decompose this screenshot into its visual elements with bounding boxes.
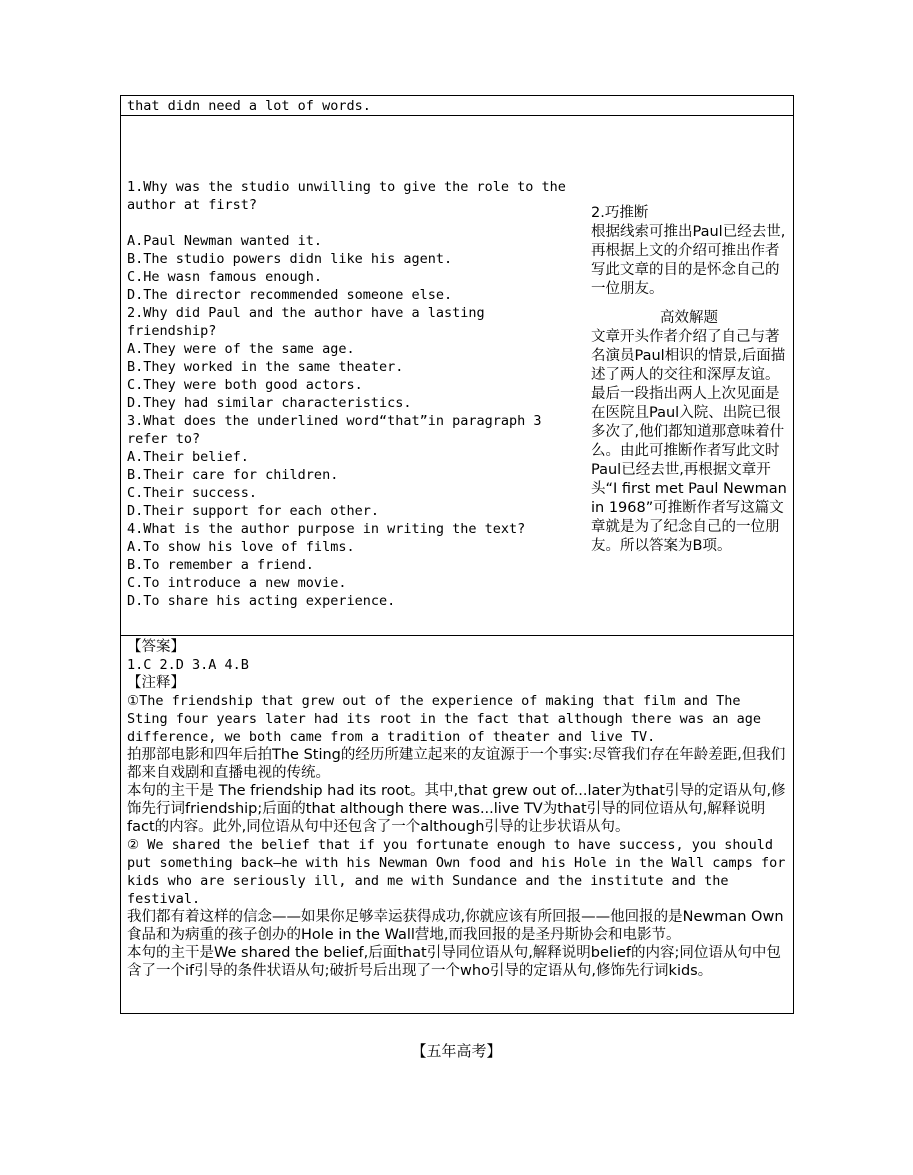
option: A.They were of the same age.: [127, 341, 355, 357]
note-1-analysis: 本句的主干是 The friendship had its root。其中,that grew out of...later为that引导的定语从句,修饰先行词friendship;后面的that although there was...live TV为that引导的同位语从句,解释说明fact的内容。此外,同位语从句中还包含了一个although引导的让步状语从句。: [127, 783, 786, 835]
option: D.The director recommended someone else.: [127, 287, 453, 303]
question-stem: 2.Why did Paul and the author have a lasting friendship?: [127, 305, 485, 339]
option: C.To introduce a new movie.: [127, 575, 347, 591]
question-row: [120, 116, 794, 636]
hint-title: 2.巧推断: [591, 205, 649, 221]
section-footer: 【五年高考】: [411, 1042, 502, 1060]
option: A.Their belief.: [127, 449, 249, 465]
answer-text: 1.C 2.D 3.A 4.B: [127, 657, 249, 673]
option: B.Their care for children.: [127, 467, 339, 483]
question-3: [127, 412, 577, 520]
question-2: [127, 304, 577, 412]
question-stem: 4.What is the author purpose in writing the text?: [127, 521, 526, 537]
passage-tail-row: [120, 95, 794, 116]
question-stem: 1.Why was the studio unwilling to give the role to the author at first?: [127, 179, 566, 213]
option: D.To share his acting experience.: [127, 593, 396, 609]
solve-text: 文章开头作者介绍了自己与著名演员Paul相识的情景,后面描述了两人的交往和深厚友谊。最后一段指出两人上次见面是在医院且Paul入院、出院已很多次了,他们都知道那意味着什么。由此可推断作者写此文时Paul已经去世,再根据文章开头“I first met Paul Newman in 1968”可推断作者写这篇文章就是为了纪念自己的一位朋友。所以答案为B项。: [591, 329, 787, 554]
question-stem: 3.What does the underlined word“that”in paragraph 3 refer to?: [127, 413, 542, 447]
option: A.Paul Newman wanted it.: [127, 233, 323, 249]
side-notes: [591, 204, 787, 556]
option: C.He wasn famous enough.: [127, 269, 323, 285]
note-2-analysis: 本句的主干是We shared the belief,后面that引导同位语从句,解释说明belief的内容;同位语从句中包含了一个if引导的条件状语从句;破折号后出现了一个who引导的定语从句,修饰先行词kids。: [127, 945, 781, 979]
option: D.They had similar characteristics.: [127, 395, 412, 411]
option: B.They worked in the same theater.: [127, 359, 404, 375]
question-4: [127, 520, 577, 610]
option: A.To show his love of films.: [127, 539, 355, 555]
option: C.They were both good actors.: [127, 377, 363, 393]
document-table: [120, 95, 794, 1014]
hint-text: 根据线索可推出Paul已经去世,再根据上文的介绍可推出作者写此文章的目的是怀念自己的一位朋友。: [591, 224, 786, 297]
option: B.The studio powers didn like his agent.: [127, 251, 453, 267]
question-list: [127, 178, 577, 610]
note-2-english: ② We shared the belief that if you fortunate enough to have success, you should put something back—he with his Newman Own food and his Hole in the Wall camps for kids who are seriously ill, and me with Sundance and the institute and the festival.: [127, 837, 786, 907]
note-1-english: ①The friendship that grew out of the experience of making that film and The Sting four years later had its root in the fact that although there was an age difference, we both came from a tradition of theater and live TV.: [127, 693, 761, 745]
option: C.Their success.: [127, 485, 258, 501]
note-1-translation: 拍那部电影和四年后拍The Sting的经历所建立起来的友谊源于一个事实:尽管我们存在年龄差距,但我们都来自戏剧和直播电视的传统。: [127, 747, 786, 781]
answer-heading: 【答案】: [127, 639, 185, 655]
answer-row: [120, 636, 794, 1014]
question-1: [127, 178, 577, 304]
solve-title: 高效解题: [660, 310, 718, 326]
notes-heading: 【注释】: [127, 675, 185, 691]
passage-tail-text: that didn need a lot of words.: [127, 98, 371, 114]
note-2-translation: 我们都有着这样的信念——如果你足够幸运获得成功,你就应该有所回报——他回报的是Newman Own食品和为病重的孩子创办的Hole in the Wall营地,而我回报的是圣丹斯协会和电影节。: [127, 909, 784, 943]
option: B.To remember a friend.: [127, 557, 314, 573]
option: D.Their support for each other.: [127, 503, 379, 519]
